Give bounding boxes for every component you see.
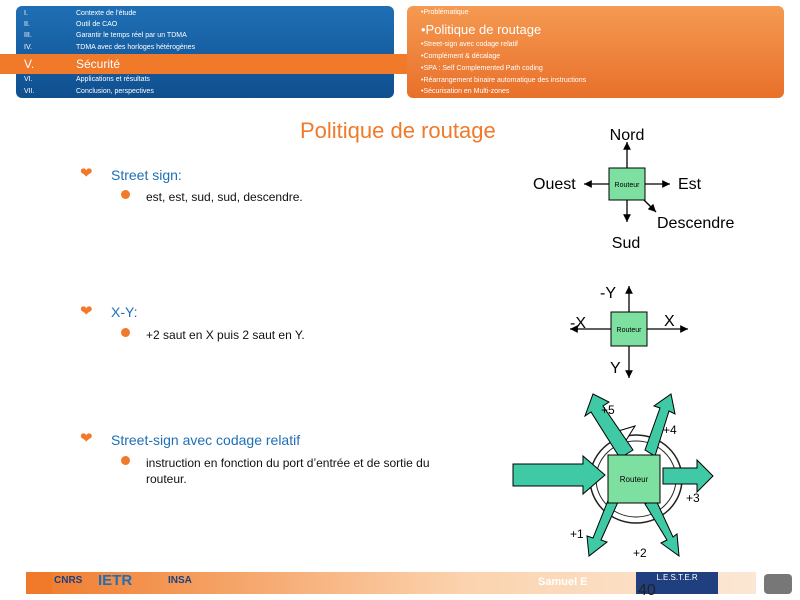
y-label: Y: [610, 360, 621, 377]
nav-section-number: VII.: [24, 88, 35, 95]
xy-diagram: [560, 280, 710, 385]
x-label: X: [664, 313, 675, 330]
bullet-detail-line1: instruction en fonction du port d’entrée et de sortie du: [146, 456, 430, 470]
nav-section-number: I.: [24, 10, 28, 17]
nav-subsection[interactable]: •Problématique: [421, 9, 469, 16]
dot-bullet-icon: [121, 456, 130, 465]
heart-bullet-icon: ❤: [80, 303, 93, 320]
neg-x-label: -X: [570, 315, 586, 332]
dot-bullet-icon: [121, 328, 130, 337]
port-label: +4: [663, 423, 677, 437]
router-label: Routeur: [614, 182, 640, 189]
slide-title: Politique de routage: [300, 118, 496, 143]
nav-section-label: Outil de CAO: [76, 21, 118, 28]
bullet-detail-line2: routeur.: [146, 472, 187, 486]
nav-section-4[interactable]: [16, 42, 394, 53]
north-label: Nord: [609, 127, 645, 144]
port-label: +1: [570, 527, 584, 541]
nav-section-label: Garantir le temps réel par un TDMA: [76, 32, 187, 39]
nav-section-label: Sécurité: [76, 57, 121, 71]
output-arrow-plus2: [645, 498, 679, 556]
nav-section-3[interactable]: [16, 30, 394, 41]
nav-section-6[interactable]: [16, 74, 394, 85]
port-label: +5: [601, 403, 615, 417]
nav-section-label: Contexte de l'étude: [76, 10, 137, 17]
south-label: Sud: [611, 235, 641, 252]
bullet-detail: +2 saut en X puis 2 saut en Y.: [146, 328, 305, 342]
nav-section-number: IV.: [24, 44, 32, 51]
slide-nav-button[interactable]: [764, 574, 792, 594]
neg-y-label: -Y: [600, 285, 616, 302]
subsection-nav: [407, 6, 784, 98]
bullet-detail: est, est, sud, sud, descendre.: [146, 190, 303, 204]
bullet-heading: X-Y:: [111, 304, 138, 320]
east-label: Est: [678, 176, 702, 193]
relative-coding-diagram: [505, 390, 745, 570]
bullet-heading: Street-sign avec codage relatif: [111, 432, 301, 448]
street-sign-diagram: [520, 120, 760, 260]
nav-section-label: TDMA avec des horloges hétérogènes: [76, 44, 196, 51]
nav-subsection-active[interactable]: •Politique de routage: [421, 22, 542, 37]
bullet-heading: Street sign:: [111, 167, 182, 183]
nav-section-1[interactable]: [16, 8, 394, 19]
router-label: Routeur: [619, 475, 649, 484]
router-label: Routeur: [616, 327, 642, 334]
lester-logo: L.E.S.T.E.R: [636, 572, 718, 594]
nav-subsection[interactable]: •Réarrangement binaire automatique des instructions: [421, 77, 587, 84]
down-label: Descendre: [657, 215, 735, 232]
output-arrow-plus1: [587, 498, 618, 556]
nav-section-label: Conclusion, perspectives: [76, 88, 154, 95]
nav-section-label: Applications et résultats: [76, 76, 150, 83]
author-name: Samuel E: [538, 576, 588, 588]
heart-bullet-icon: ❤: [80, 430, 93, 447]
nav-subsection[interactable]: •SPA : Self Complemented Path coding: [421, 65, 543, 72]
dot-bullet-icon: [121, 190, 130, 199]
heart-bullet-icon: ❤: [80, 165, 93, 182]
insa-logo: INSA: [168, 575, 192, 586]
nav-section-7[interactable]: [16, 86, 394, 97]
port-label: +2: [633, 546, 647, 560]
nav-section-number: II.: [24, 21, 30, 28]
west-label: Ouest: [533, 176, 576, 193]
footer-square: [26, 572, 52, 594]
port-label: +3: [686, 491, 700, 505]
section-nav: [16, 6, 394, 98]
nav-subsection[interactable]: •Sécurisation en Multi-zones: [421, 88, 510, 95]
nav-section-number: V.: [24, 57, 35, 71]
nav-section-2[interactable]: [16, 19, 394, 30]
output-arrow-plus3: [663, 460, 713, 492]
nav-subsection[interactable]: •Street-sign avec codage relatif: [421, 41, 519, 48]
nav-subsection[interactable]: •Complément & décalage: [421, 53, 501, 60]
nav-section-number: III.: [24, 32, 32, 39]
cnrs-logo: CNRS: [54, 575, 83, 586]
ietr-logo: IETR: [98, 572, 133, 589]
nav-section-5-active[interactable]: [0, 54, 410, 74]
page-number: 40: [638, 582, 656, 599]
nav-section-number: VI.: [24, 76, 33, 83]
